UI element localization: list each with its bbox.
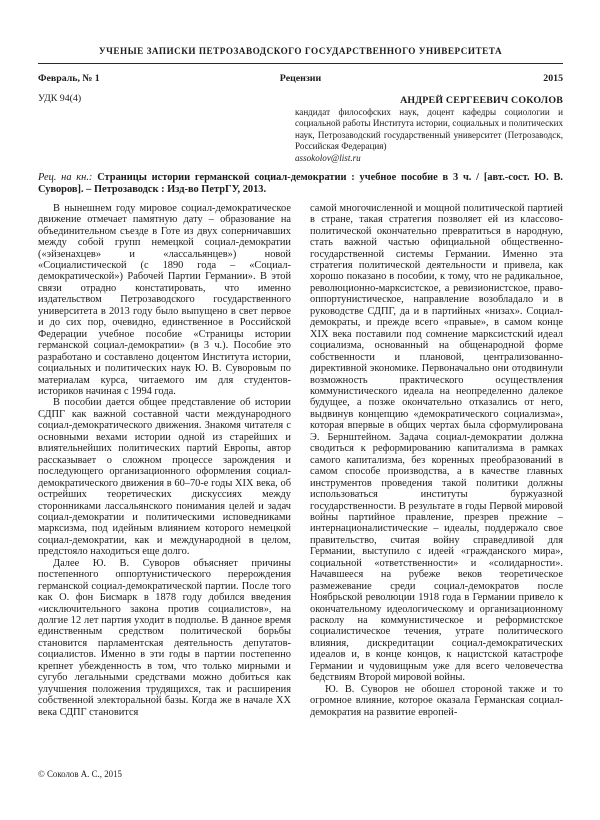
copyright-notice: © Соколов А. С., 2015 xyxy=(38,769,122,779)
body-left-column xyxy=(38,203,291,777)
author-name: АНДРЕЙ СЕРГЕЕВИЧ СОКОЛОВ xyxy=(400,95,563,106)
year-label: 2015 xyxy=(543,73,563,84)
section-label: Рецензии xyxy=(279,73,322,84)
paragraph: В пособии дается общее представление об истории СДПГ как важной составной части международного социал-демократического движения. Знакомя читателя с основными вехами истории одной из старейших и влиятельнейших политических партий Европы, автор рассказывает о сложном процессе зарождения и последующего организационного оформления социал-демократического движения в 60–70-е годы XIX века, об острейших теоретических дискуссиях между сторонниками лассальянского понимания целей и задач социал-демократии и политическими исповедниками марксизма, под идейным влиянием которого немецкой социал-демократии, как и международной в целом, предстояло находиться еще долго. xyxy=(38,397,291,558)
author-block xyxy=(295,95,563,163)
issue-meta-row xyxy=(38,73,563,84)
author-affiliation: кандидат философских наук, доцент кафедры социологии и социальной работы Института истории, социальных и политических наук, Петрозаводский государственный университет (Петрозаводск, Российская Федерация) xyxy=(295,107,563,152)
paragraph: В нынешнем году мировое социал-демократическое движение отмечает памятную дату – образование на объединительном съезде в Готе из двух соперничавших между собой групп немецкой социал-демократии («эйзенахцев» и «лассальянцев») новой «Социалистической (с 1890 года – «Социал-демократической») Рабочей Партии Германии». В этой связи отрадно констатировать, что именно издательством Петрозаводского государственного университета в 2013 году было выпущено в свет первое и до сих пор, очевидно, единственное в Российской Федерации учебное пособие «Страницы истории германской социал-демократии» (в 3 ч.). Пособие это разработано и составлено доцентом Института истории, социальных и политических наук Ю. В. Суворовым по материалам курса, читаемого им для студентов-историков начиная с 1994 года. xyxy=(38,202,291,397)
review-citation-label: Рец. на кн.: xyxy=(38,172,93,184)
issue-label: Февраль, № 1 xyxy=(38,73,100,84)
journal-title: УЧЕНЫЕ ЗАПИСКИ ПЕТРОЗАВОДСКОГО ГОСУДАРСТВЕННОГО УНИВЕРСИТЕТА xyxy=(98,46,503,56)
paragraph: самой многочисленной и мощной политической партией в стране, такая стратегия позволяет ей из классово-политической окончательно превратиться в народную, стать важной частью официальной общественно-государственной системы Германии. Именно эта стратегия политической деятельности и привела, как хорошо показано в пособии, к тому, что не радикальное, революционно-марксистское, а ревизионистское, право-оппортунистическое, направление возобладало и в руководстве СДПГ, да и в партийных «низах». Социал-демократы, и прежде всего «правые», в самом конце XIX века поставили под сомнение марксистский идеал социализма, основанный на общенародной форме собственности и плановой, централизованно-директивной экономике. Первоначально они отодвинули возможность практического осуществления коммунистического идеала на неопределенно далекое будущее, а позже окончательно отказались от него, выдвинув концепцию «демократического социализма», которая впервые в общих чертах была сформулирована Э. Бернштейном. Задача социал-демократии должна сводиться к реформированию капитализма в рамках самого капитализма, без коренных преобразований в самом способе производства, а в качестве главных инструментов проведения такой политики должны использоваться институты буржуазной государственности. В результате в годы Первой мировой войны партийное правление, презрев прежние – интернационалистические – идеалы, поддержало свое правительство, считая войну справедливой для Германии, выступило с идеей «гражданского мира», социальной «ответственности» и «солидарности». Начавшееся на рубеже веков теоретическое размежевание среди социал-демократов после Ноябрьской революции 1918 года в Германии привело к окончательному идеологическому и организационному расколу на коммунистическое и реформистское социалистическое течения, утрате политического влияния, дискредитации социал-демократических идеалов и, в конце концов, к нацистской катастрофе Германии и чудовищным уже для всего человечества бедствиям Второй мировой войны. xyxy=(310,202,563,684)
udc-author-row xyxy=(38,93,563,163)
paragraph: Ю. В. Суворов не обошел стороной также и то огромное влияние, которое оказала Германская социал-демократия на развитие европей- xyxy=(310,683,563,718)
review-citation-text: Страницы истории германской социал-демократии : учебное пособие в 3 ч. / [авт.-сост. Ю. В. Суворов]. – Петрозаводск : Изд-во ПетрГУ, 2013. xyxy=(38,172,563,195)
body-right-column xyxy=(310,203,563,777)
review-citation xyxy=(38,172,563,196)
author-email: assokolov@list.ru xyxy=(295,153,361,164)
header-rule xyxy=(38,63,563,64)
paragraph: Далее Ю. В. Суворов объясняет причины постепенного оппортунистического перерождения германской социал-демократической партии. После того как О. фон Бисмарк в 1878 году добился введения «исключительного закона против социалистов», на долгие 12 лет партия уходит в подполье. В данное время единственным средством политической борьбы становится парламентская деятельность депутатов-социалистов. Именно в эти годы в партии постепенно крепнет убежденность в том, что только мирными и сугубо легальными средствами можно добиться как улучшения положения трудящихся, так и расширения собственной электоральной базы. Когда же в начале XX века СДПГ становится xyxy=(38,557,291,718)
udc-label: УДК 94(4) xyxy=(38,93,82,104)
body-columns xyxy=(38,203,563,777)
